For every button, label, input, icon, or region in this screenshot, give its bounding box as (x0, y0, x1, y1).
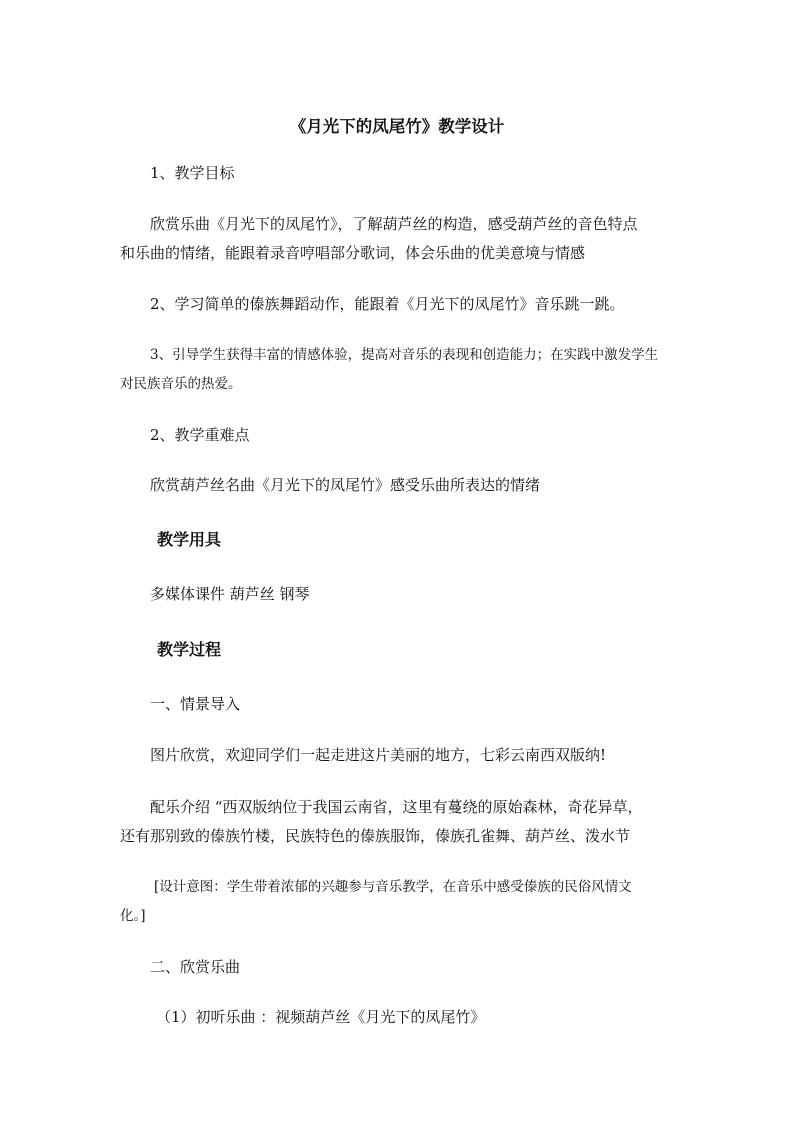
design-intent-line-1: [设计意图：学生带着浓郁的兴趣参与音乐教学，在音乐中感受傣族的民俗风情文 (154, 879, 632, 895)
key-points-heading: 2、教学重难点 (150, 426, 250, 444)
objective-3-line-1: 3、引导学生获得丰富的情感体验，提高对音乐的表现和创造能力；在实践中激发学生 (150, 347, 659, 363)
design-intent-line-2: 化。] (120, 908, 146, 924)
objective-2: 2、学习简单的傣族舞蹈动作，能跟着《月光下的凤尾竹》音乐跳一跳。 (150, 295, 625, 313)
tools-heading: 教学用具 (157, 530, 222, 549)
section-1-heading: 一、情景导入 (150, 695, 241, 713)
objective-1-line-2: 和乐曲的情绪，能跟着录音哼唱部分歌词，体会乐曲的优美意境与情感 (120, 244, 586, 262)
objectives-heading: 1、教学目标 (150, 164, 235, 182)
section-1-paragraph-2-line-2: 还有那别致的傣族竹楼，民族特色的傣族服饰，傣族孔雀舞、葫芦丝、泼水节 (120, 827, 631, 845)
process-heading: 教学过程 (157, 640, 222, 659)
section-1-paragraph-1: 图片欣赏，欢迎同学们一起走进这片美丽的地方，七彩云南西双版纳! (150, 746, 607, 764)
objective-3-line-2: 对民族音乐的热爱。 (120, 376, 242, 392)
document-title: 《月光下的凤尾竹》教学设计 (289, 117, 505, 136)
tools-text: 多媒体课件 葫芦丝 钢琴 (150, 585, 310, 603)
section-2-heading: 二、欣赏乐曲 (150, 958, 241, 976)
section-1-paragraph-2-line-1: 配乐介绍 “西双版纳位于我国云南省，这里有蔓绕的原始森林，奇花异草， (150, 798, 643, 816)
objective-1-line-1: 欣赏乐曲《月光下的凤尾竹》，了解葫芦丝的构造，感受葫芦丝的音色特点 (150, 215, 638, 233)
key-points-text: 欣赏葫芦丝名曲《月光下的凤尾竹》感受乐曲所表达的情绪 (150, 476, 541, 494)
section-2-item-1: （1）初听乐曲 ：视频葫芦丝《月光下的凤尾竹》 (156, 1008, 486, 1026)
